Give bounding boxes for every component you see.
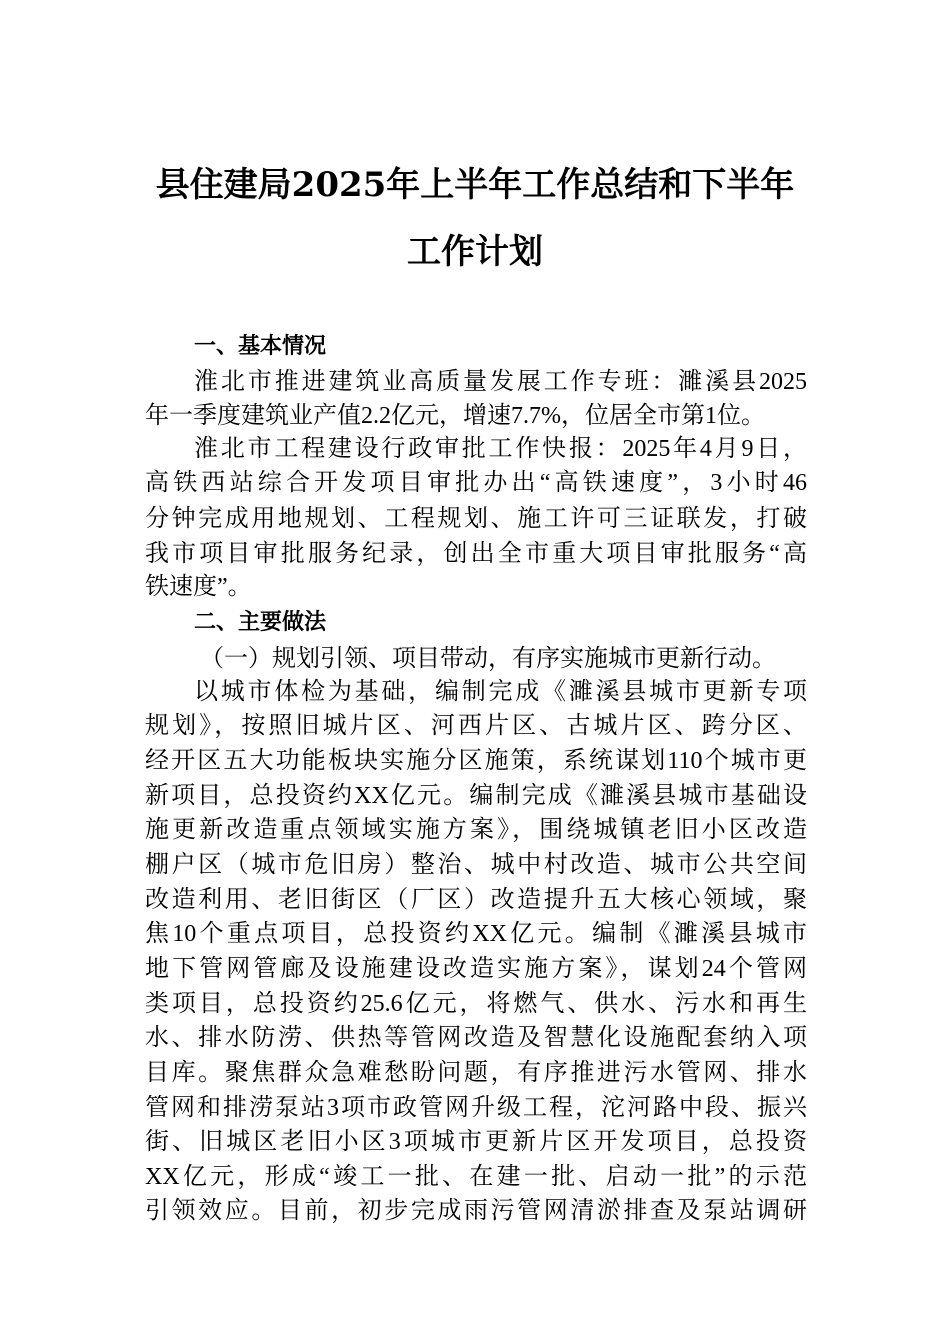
- paragraph-3-line-7: 改造利用、老旧街区（厂区）改造提升五大核心领域，聚: [145, 887, 807, 913]
- paragraph-2-line-3: 分钟完成用地规划、工程规划、施工许可三证联发，打破: [145, 506, 807, 532]
- paragraph-1-line-1: 淮北市推进建筑业高质量发展工作专班：濉溪县2025: [194, 369, 807, 395]
- paragraph-2-line-1: 淮北市工程建设行政审批工作快报：2025年4月9日，: [194, 436, 807, 462]
- section-heading-basic-situation: 一、基本情况: [194, 334, 327, 359]
- paragraph-2-line-4: 我市项目审批服务纪录，创出全市重大项目审批服务“高: [145, 541, 807, 567]
- section-heading-main-practices: 二、主要做法: [194, 610, 327, 635]
- paragraph-2-line-5: 铁速度”。: [145, 574, 252, 600]
- paragraph-3-line-6: 棚户区（城市危旧房）整治、城中村改造、城市公共空间: [145, 852, 807, 878]
- paragraph-3-line-14: 街、旧城区老旧小区3项城市更新片区开发项目，总投资: [145, 1129, 807, 1155]
- paragraph-3-line-15: XX亿元，形成“竣工一批、在建一批、启动一批”的示范: [145, 1164, 807, 1190]
- paragraph-3-line-9: 地下管网管廊及设施建设改造实施方案》，谋划24个管网: [145, 956, 807, 982]
- paragraph-3-line-3: 经开区五大功能板块实施分区施策，系统谋划110个城市更: [145, 748, 807, 774]
- paragraph-3-line-1: 以城市体检为基础，编制完成《濉溪县城市更新专项: [194, 679, 807, 705]
- paragraph-3-line-16: 引领效应。目前，初步完成雨污管网清淤排查及泵站调研: [145, 1198, 807, 1224]
- paragraph-3-line-12: 目库。聚焦群众急难愁盼问题，有序推进污水管网、排水: [145, 1060, 807, 1086]
- paragraph-2-line-2: 高铁西站综合开发项目审批办出“高铁速度”，3小时46: [145, 470, 807, 496]
- paragraph-3-line-4: 新项目，总投资约XX亿元。编制完成《濉溪县城市基础设: [145, 783, 807, 809]
- document-title-line-1: 县住建局2025年上半年工作总结和下半年: [155, 165, 795, 205]
- paragraph-3-line-11: 水、排水防涝、供热等管网改造及智慧化设施配套纳入项: [145, 1025, 807, 1051]
- subsection-heading-1: （一）规划引领、项目带动，有序实施城市更新行动。: [200, 646, 776, 672]
- paragraph-3-line-13: 管网和排涝泵站3项市政管网升级工程，沱河路中段、振兴: [145, 1095, 807, 1121]
- paragraph-3-line-2: 规划》，按照旧城片区、河西片区、古城片区、跨分区、: [145, 713, 807, 739]
- paragraph-3-line-8: 焦10个重点项目，总投资约XX亿元。编制《濉溪县城市: [145, 921, 807, 947]
- paragraph-3-line-10: 类项目，总投资约25.6亿元，将燃气、供水、污水和再生: [145, 991, 807, 1017]
- paragraph-3-line-5: 施更新改造重点领域实施方案》，围绕城镇老旧小区改造: [145, 817, 807, 843]
- paragraph-1-line-2: 年一季度建筑业产值2.2亿元，增速7.7%，位居全市第1位。: [145, 403, 765, 429]
- document-title-line-2: 工作计划: [407, 232, 543, 272]
